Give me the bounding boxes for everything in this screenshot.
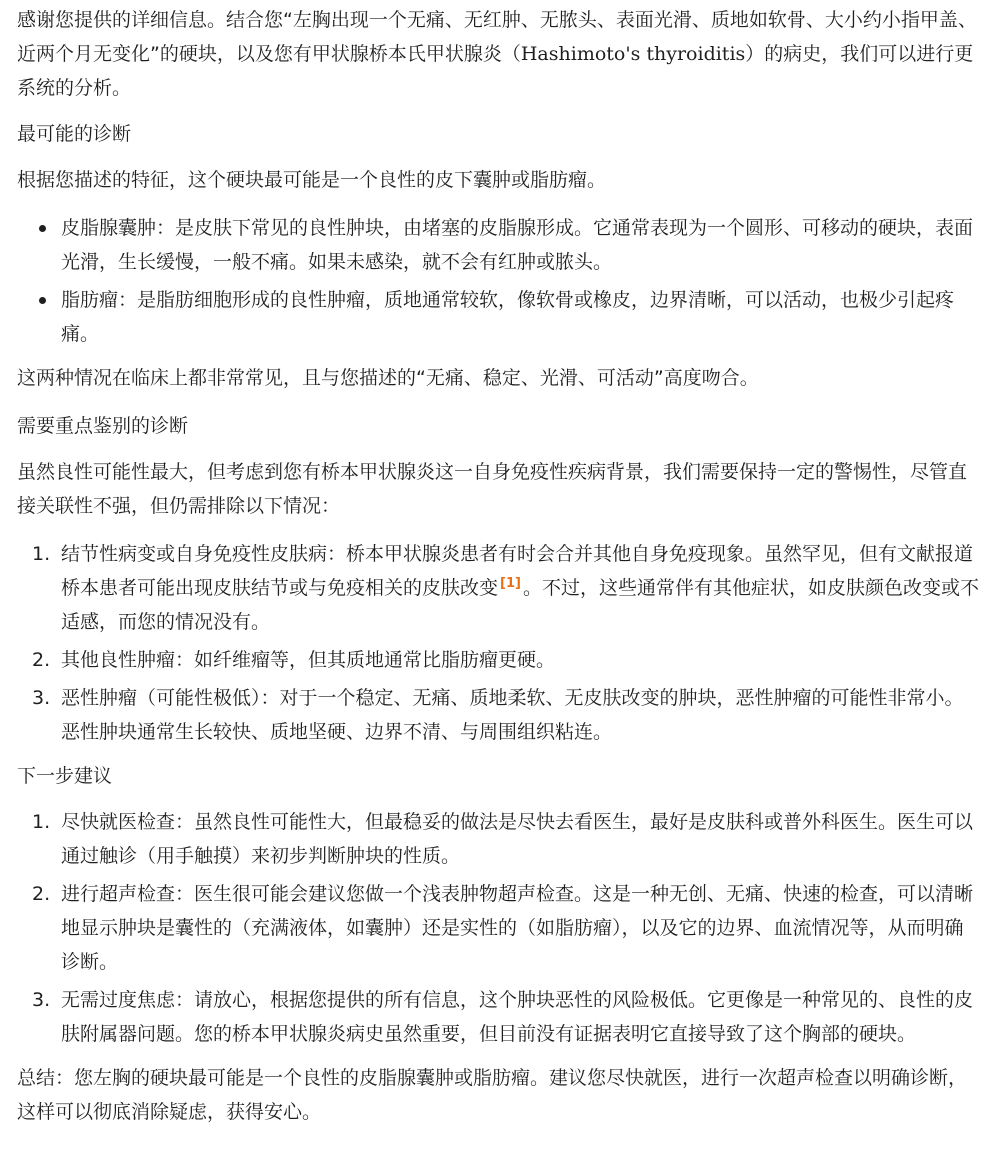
list-item-text: 进行超声检查：医生很可能会建议您做一个浅表肿物超声检查。这是一种无创、无痛、快速的检查，可以清晰地显示肿块是囊性的（充满液体，如囊肿）还是实性的（如脂肪瘤），以及它的边界、血流情况等，从而明确诊断。 — [61, 883, 974, 973]
list-number: 3. — [32, 687, 51, 709]
section-heading-next-steps: 下一步建议 — [17, 765, 113, 787]
section-lead-most-likely: 根据您描述的特征，这个硬块最可能是一个良性的皮下囊肿或脂肪瘤。 — [17, 169, 607, 191]
section-heading-most-likely: 最可能的诊断 — [17, 123, 132, 145]
list-number: 3. — [32, 989, 51, 1011]
intro-english-term: Hashimoto's thyroiditis — [520, 43, 746, 65]
list-item — [32, 681, 980, 749]
list-item — [32, 805, 980, 873]
differential-list — [17, 537, 980, 749]
list-item-text: 其他良性肿瘤：如纤维瘤等，但其质地通常比脂肪瘤更硬。 — [61, 649, 556, 671]
list-item-text: 结节性病变或自身免疫性皮肤病：桥本甲状腺炎患者有时会合并其他自身免疫现象。虽然罕见，但有文献报道桥本患者可能出现皮肤结节或与免疫相关的皮肤改变 — [61, 543, 974, 599]
list-item: 脂肪瘤：是脂肪细胞形成的良性肿瘤，质地通常较软，像软骨或橡皮，边界清晰，可以活动，也极少引起疼痛。 — [61, 283, 980, 351]
list-item-text: 尽快就医检查：虽然良性可能性大，但最稳妥的做法是尽快去看医生，最好是皮肤科或普外科医生。医生可以通过触诊（用手触摸）来初步判断肿块的性质。 — [61, 811, 974, 867]
list-number: 1. — [32, 543, 51, 565]
list-item-text: 无需过度焦虑：请放心，根据您提供的所有信息，这个肿块恶性的风险极低。它更像是一种常见的、良性的皮肤附属器问题。您的桥本甲状腺炎病史虽然重要，但目前没有证据表明它直接导致了这个胸部的硬块。 — [61, 989, 974, 1045]
summary-paragraph: 总结：您左胸的硬块最可能是一个良性的皮脂腺囊肿或脂肪瘤。建议您尽快就医，进行一次超声检查以明确诊断，这样可以彻底消除疑虑，获得安心。 — [17, 1067, 968, 1123]
list-item — [32, 983, 980, 1051]
list-item — [32, 643, 980, 677]
list-item-text: 恶性肿瘤（可能性极低）：对于一个稳定、无痛、质地柔软、无皮肤改变的肿块，恶性肿瘤的可能性非常小。恶性肿块通常生长较快、质地坚硬、边界不清、与周围组织粘连。 — [61, 687, 964, 743]
intro-text-2: ）的病史，我们可以进行更系统的分析。 — [17, 43, 974, 99]
section-closing-most-likely: 这两种情况在临床上都非常常见，且与您描述的“无痛、稳定、光滑、可活动”高度吻合。 — [17, 367, 759, 389]
list-item — [32, 537, 980, 639]
list-number: 1. — [32, 811, 51, 833]
list-item-text: 。不过，这些通常伴有其他症状，如皮肤颜色改变或不适感，而您的情况没有。 — [61, 577, 979, 633]
list-number: 2. — [32, 883, 51, 905]
section-lead-differential: 虽然良性可能性最大，但考虑到您有桥本甲状腺炎这一自身免疫性疾病背景，我们需要保持一定的警惕性，尽管直接关联性不强，但仍需排除以下情况： — [17, 461, 968, 517]
list-item: 皮脂腺囊肿：是皮肤下常见的良性肿块，由堵塞的皮脂腺形成。它通常表现为一个圆形、可移动的硬块，表面光滑，生长缓慢，一般不痛。如果未感染，就不会有红肿或脓头。 — [61, 211, 980, 279]
intro-text-1: 感谢您提供的详细信息。结合您“左胸出现一个无痛、无红肿、无脓头、表面光滑、质地如软骨、大小约小指甲盖、近两个月无变化”的硬块，以及您有甲状腺桥本氏甲状腺炎（ — [17, 9, 977, 65]
diagnosis-bullet-list — [17, 211, 980, 351]
next-steps-list — [17, 805, 980, 1051]
list-number: 2. — [32, 649, 51, 671]
section-heading-differential: 需要重点鉴别的诊断 — [17, 415, 189, 437]
list-item — [32, 877, 980, 979]
citation-link[interactable]: [1] — [500, 575, 521, 591]
intro-paragraph — [17, 3, 980, 105]
